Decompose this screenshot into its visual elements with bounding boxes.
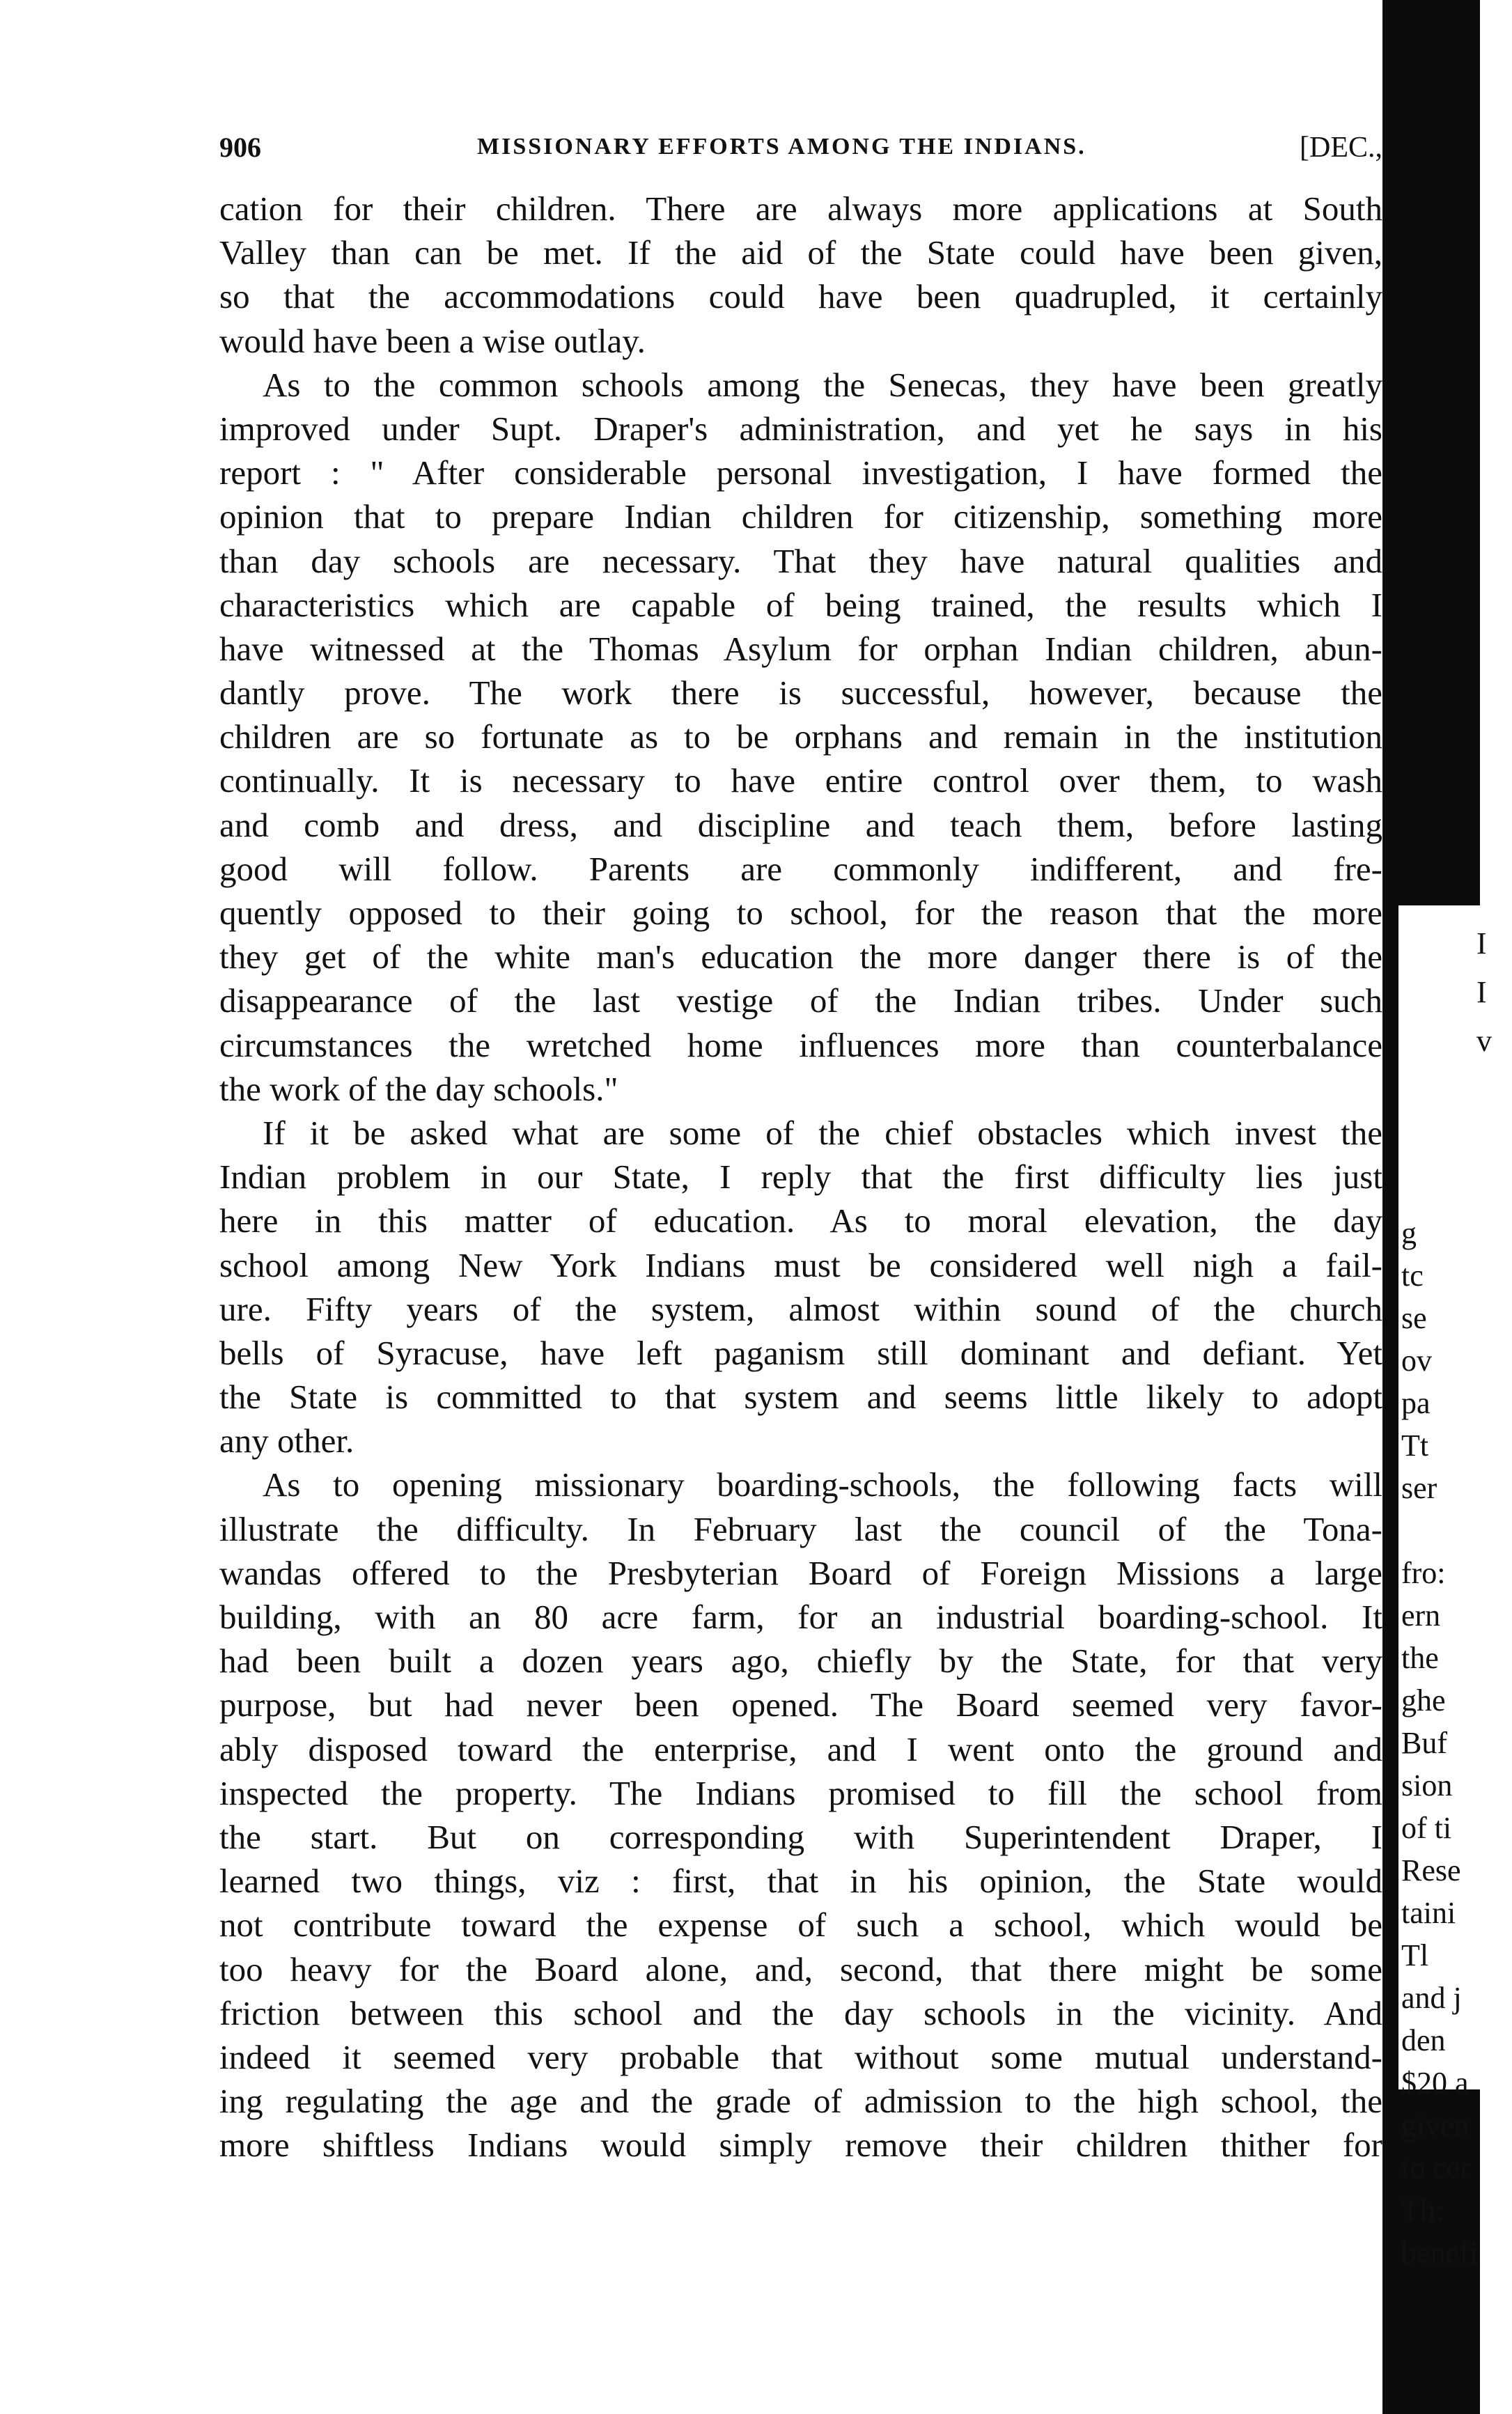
text-line: than day schools are necessary. That they have natural qualities and bbox=[219, 541, 1382, 580]
facing-page-fragment: and j bbox=[1401, 1981, 1462, 2015]
text-line: the start. But on corresponding with Superintendent Draper, I bbox=[219, 1817, 1382, 1856]
text-line: Indian problem in our State, I reply that the first difficulty lies just bbox=[219, 1158, 1382, 1197]
text-line: circumstances the wretched home influences more than counterbalance bbox=[219, 1025, 1382, 1064]
text-line: As to the common schools among the Senecas, they have been greatly bbox=[263, 365, 1382, 404]
facing-page-fragment: taini bbox=[1401, 1896, 1456, 1930]
running-head: MISSIONARY EFFORTS AMONG THE INDIANS. bbox=[477, 134, 1086, 159]
facing-page-fragment: ov bbox=[1401, 1344, 1432, 1378]
text-line: friction between this school and the day schools in the vicinity. And bbox=[219, 1993, 1382, 2032]
margin-marks bbox=[1476, 919, 1504, 1066]
text-line: so that the accommodations could have been quadrupled, it certainly bbox=[219, 277, 1382, 316]
text-line: good will follow. Parents are commonly indifferent, and fre- bbox=[219, 849, 1382, 888]
text-line: improved under Supt. Draper's administration, and yet he says in his bbox=[219, 409, 1382, 448]
facing-page-fragment: den bbox=[1401, 2023, 1446, 2057]
text-line: would have been a wise outlay. bbox=[219, 321, 646, 360]
text-line: dantly prove. The work there is successful, however, because the bbox=[219, 673, 1382, 712]
facing-page-fragment: Tt bbox=[1401, 1428, 1429, 1463]
facing-page-fragment: of ti bbox=[1401, 1811, 1452, 1845]
text-line: children are so fortunate as to be orphans and remain in the institution bbox=[219, 717, 1382, 756]
body-text bbox=[219, 187, 1382, 2167]
text-line: continually. It is necessary to have entire control over them, to wash bbox=[219, 761, 1382, 800]
text-line: not contribute toward the expense of such a school, which would be bbox=[219, 1906, 1382, 1945]
text-line: had been built a dozen years ago, chiefly by the State, for that very bbox=[219, 1642, 1382, 1681]
text-line: If it be asked what are some of the chief obstacles which invest the bbox=[263, 1113, 1382, 1152]
facing-page-fragment: ern bbox=[1401, 1598, 1441, 1633]
text-line: ing regulating the age and the grade of admission to the high school, the bbox=[219, 2082, 1382, 2121]
text-line: ably disposed toward the enterprise, and I went onto the ground and bbox=[219, 1729, 1382, 1768]
page-number: 906 bbox=[219, 132, 261, 163]
text-line: report : " After considerable personal investigation, I have formed the bbox=[219, 453, 1382, 492]
facing-page-fragment: Rese bbox=[1401, 1853, 1461, 1887]
facing-page-fragment: ghe bbox=[1401, 1683, 1446, 1718]
facing-page-fragment: g bbox=[1401, 1216, 1417, 1250]
facing-page-fragment: Buf bbox=[1401, 1726, 1447, 1760]
text-line: indeed it seemed very probable that without some mutual understand- bbox=[219, 2037, 1382, 2076]
facing-page-fragment: fro: bbox=[1401, 1556, 1446, 1590]
text-line: quently opposed to their going to school, for the reason that the more bbox=[219, 894, 1382, 932]
facing-page-fragment: tc bbox=[1401, 1259, 1424, 1293]
facing-page-fragment: ser bbox=[1401, 1471, 1437, 1505]
text-line: the State is committed to that system and seems little likely to adopt bbox=[219, 1378, 1382, 1417]
text-line: they get of the white man's education the more danger there is of the bbox=[219, 937, 1382, 976]
text-line: disappearance of the last vestige of the Indian tribes. Under such bbox=[219, 981, 1382, 1020]
text-line: purpose, but had never been opened. The Board seemed very favor- bbox=[219, 1685, 1382, 1724]
text-line: inspected the property. The Indians promised to fill the school from bbox=[219, 1773, 1382, 1812]
facing-page-fragment: sion bbox=[1401, 1768, 1453, 1802]
margin-mark: I bbox=[1476, 926, 1487, 960]
text-line: bells of Syracuse, have left paganism still dominant and defiant. Yet bbox=[219, 1333, 1382, 1372]
text-line: school among New York Indians must be considered well nigh a fail- bbox=[219, 1245, 1382, 1284]
text-line: the work of the day schools." bbox=[219, 1069, 618, 1108]
margin-mark: I bbox=[1476, 975, 1487, 1009]
text-line: here in this matter of education. As to moral elevation, the day bbox=[219, 1201, 1382, 1240]
text-line: illustrate the difficulty. In February last the council of the Tona- bbox=[219, 1509, 1382, 1548]
text-line: more shiftless Indians would simply remove their children thither for bbox=[219, 2126, 1382, 2165]
facing-page-fragment: Tl bbox=[1401, 1938, 1429, 1972]
text-line: learned two things, viz : first, that in his opinion, the State would bbox=[219, 1862, 1382, 1901]
facing-page-fragment: to cer bbox=[1401, 2151, 1470, 2185]
text-line: As to opening missionary boarding-schools, the following facts will bbox=[263, 1465, 1382, 1504]
text-line: cation for their children. There are always more applications at South bbox=[219, 189, 1382, 228]
facing-page-fragment: given bbox=[1401, 2108, 1470, 2142]
text-line: have witnessed at the Thomas Asylum for orphan Indian children, abun- bbox=[219, 629, 1382, 668]
facing-page-fragment: se bbox=[1401, 1301, 1427, 1335]
facing-page-fragment: pa bbox=[1401, 1386, 1431, 1420]
text-line: wandas offered to the Presbyterian Board of Foreign Missions a large bbox=[219, 1553, 1382, 1592]
text-line: opinion that to prepare Indian children for citizenship, something more bbox=[219, 497, 1382, 536]
facing-page-fragment: Th: bbox=[1401, 2193, 1444, 2227]
text-line: too heavy for the Board alone, and, second, that there might be some bbox=[219, 1949, 1382, 1988]
facing-page-fragment: $20 a bbox=[1401, 2066, 1469, 2100]
text-line: Valley than can be met. If the aid of the State could have been given, bbox=[219, 233, 1382, 272]
text-line: building, with an 80 acre farm, for an industrial boarding-school. It bbox=[219, 1598, 1382, 1636]
text-line: any other. bbox=[219, 1422, 354, 1461]
margin-mark: v bbox=[1476, 1024, 1492, 1058]
text-line: and comb and dress, and discipline and teach them, before lasting bbox=[219, 805, 1382, 844]
page-header bbox=[219, 131, 1382, 173]
facing-page-fragment: benefi bbox=[1401, 2236, 1478, 2270]
facing-page-fragment: the bbox=[1401, 1641, 1439, 1675]
text-line: ure. Fifty years of the system, almost within sound of the church bbox=[219, 1289, 1382, 1328]
text-line: characteristics which are capable of being trained, the results which I bbox=[219, 585, 1382, 624]
header-date-mark: [DEC., bbox=[1300, 132, 1382, 164]
